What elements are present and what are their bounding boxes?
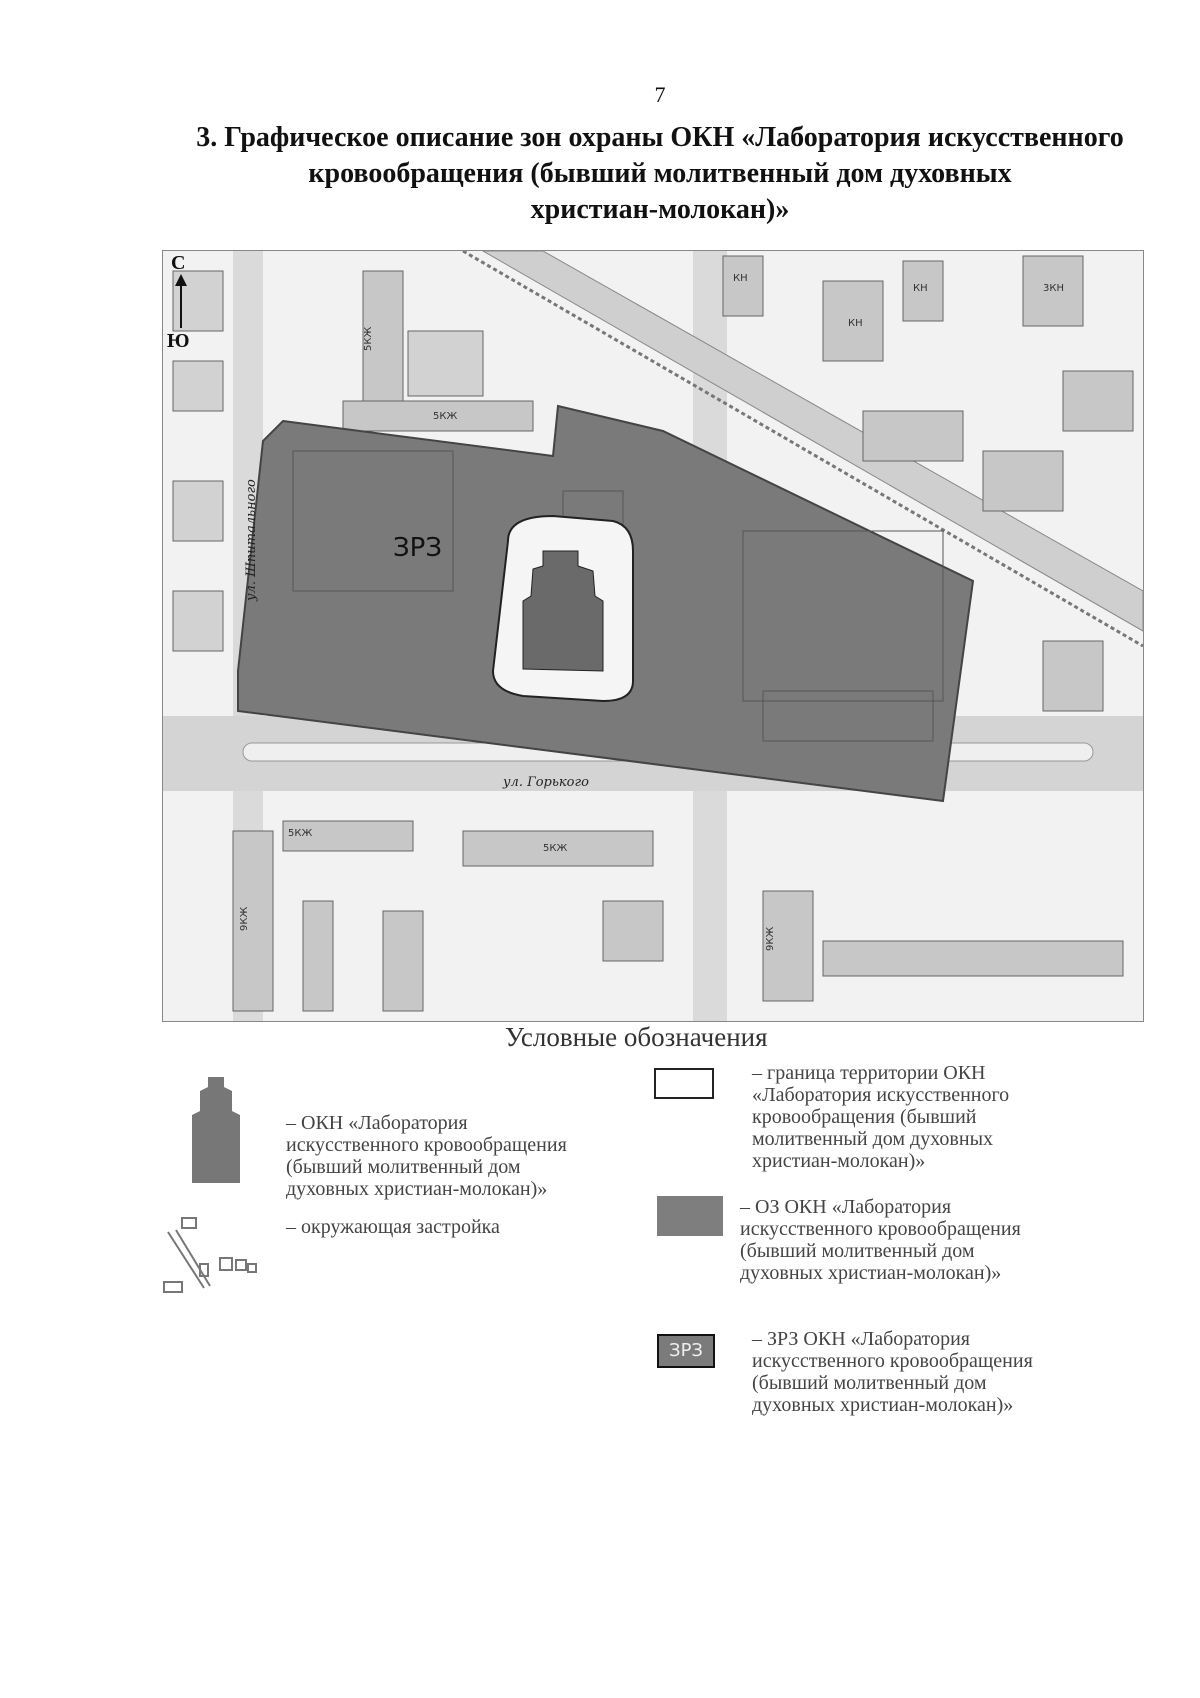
building-label: КН xyxy=(733,273,748,284)
boundary-square-icon xyxy=(654,1068,714,1099)
building-label: КН xyxy=(848,318,863,329)
building xyxy=(823,941,1123,976)
building-label: 5КЖ xyxy=(288,828,313,839)
building xyxy=(383,911,423,1011)
page-number: 7 xyxy=(654,82,666,107)
building-label: 9КЖ xyxy=(239,906,250,931)
building xyxy=(173,481,223,541)
building xyxy=(303,901,333,1011)
surrounding-buildings-icon xyxy=(160,1212,270,1302)
building xyxy=(603,901,663,961)
building-label: 5КЖ xyxy=(433,411,458,422)
zrz-square-icon: ЗРЗ xyxy=(657,1334,715,1368)
building xyxy=(1043,641,1103,711)
street-label-gorkogo: ул. Горького xyxy=(503,775,589,790)
compass-north: С xyxy=(171,252,186,274)
page-title xyxy=(150,120,1170,228)
building xyxy=(723,256,763,316)
building xyxy=(1063,371,1133,431)
building xyxy=(173,361,223,411)
building-label: 5КЖ xyxy=(543,843,568,854)
oz-grey-square-icon xyxy=(657,1196,723,1236)
compass-south: Ю xyxy=(167,330,190,352)
title-line-2: кровообращения (бывший молитвенный дом духовных xyxy=(308,158,1012,189)
north-arrow-icon xyxy=(171,274,191,330)
building-label: 9КЖ xyxy=(765,926,776,951)
title-line-3: христиан-молокан)» xyxy=(530,194,790,225)
legend-title: Условные обозначения xyxy=(505,1022,768,1052)
legend-item-okn: – ОКН «Лаборатория искусственного кровообращения (бывший молитвенный дом духовных христиан-молокан)» xyxy=(286,1112,567,1200)
building-label: 3КН xyxy=(1043,283,1064,294)
okn-building-icon xyxy=(188,1075,244,1185)
building xyxy=(173,591,223,651)
legend-item-zrz: – ЗРЗ ОКН «Лаборатория искусственного кровообращения (бывший молитвенный дом духовных христиан-молокан)» xyxy=(752,1328,1033,1416)
legend-item-boundary: – граница территории ОКН «Лаборатория искусственного кровообращения (бывший молитвенный дом духовных христиан-молокан)» xyxy=(752,1062,1010,1172)
building-label: 5КЖ xyxy=(363,326,374,351)
legend-item-oz: – ОЗ ОКН «Лаборатория искусственного кровообращения (бывший молитвенный дом духовных христиан-молокан)» xyxy=(740,1196,1021,1284)
zrz-zone-label: ЗРЗ xyxy=(393,533,443,563)
map-canvas xyxy=(163,251,1143,1021)
building xyxy=(983,451,1063,511)
title-line-1: 3. Графическое описание зон охраны ОКН «Лаборатория искусственного xyxy=(196,122,1124,153)
building xyxy=(408,331,483,396)
compass xyxy=(165,252,199,352)
protection-zones-map xyxy=(162,250,1144,1022)
building xyxy=(863,411,963,461)
building-label: КН xyxy=(913,283,928,294)
legend-item-surrounding: – окружающая застройка xyxy=(286,1216,500,1238)
street-label-shpitalnogo: ул. Шпитального xyxy=(244,479,259,601)
